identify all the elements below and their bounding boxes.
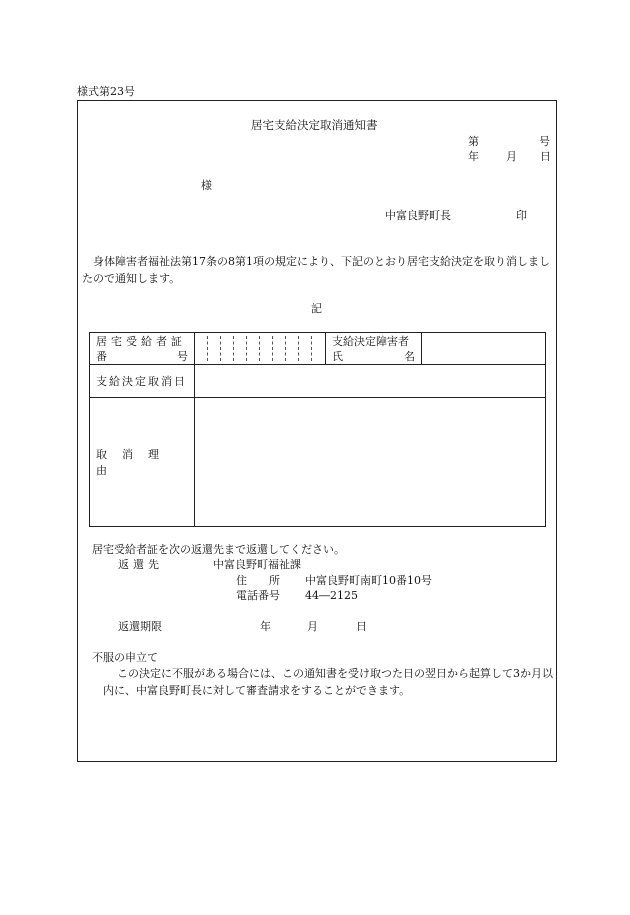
body-text: 身体障害者福祉法第17条の8第1項の規定により、下記のとおり居宅支給決定を取り消しましたので通知します。 xyxy=(82,255,550,285)
cert-number-label xyxy=(90,333,195,365)
return-deadline-label: 返還期限 xyxy=(118,620,162,633)
doc-number-prefix: 第 xyxy=(468,135,479,148)
reason-label: 取消理由 xyxy=(90,398,195,527)
cert-number-line2b: 号 xyxy=(177,349,188,363)
date-day: 日 xyxy=(540,150,551,163)
ki-label: 記 xyxy=(311,302,322,315)
person-line2b: 名 xyxy=(404,349,415,363)
cert-number-line2a: 番 xyxy=(96,349,107,363)
return-notice: 居宅受給者証を次の返還先まで返還してください。 xyxy=(92,543,345,556)
issuer-name: 中富良野町長 xyxy=(385,209,451,222)
person-line2a: 氏 xyxy=(332,349,343,363)
date-year: 年 xyxy=(468,150,479,163)
person-name-value xyxy=(422,333,546,365)
person-name-label xyxy=(326,333,422,365)
appeal-text: この決定に不服がある場合には、この通知書を受け取つた日の翌日から起算して3か月以内に、中富良野町長に対して審査請求をすることができます。 xyxy=(103,667,553,697)
cert-number-value xyxy=(195,333,326,365)
cancel-date-label: 支給決定取消日 xyxy=(90,365,195,398)
return-to-name: 中富良野町福祉課 xyxy=(213,558,301,571)
form-number: 様式第23号 xyxy=(77,85,135,98)
deadline-month: 月 xyxy=(307,620,318,633)
doc-number-suffix: 号 xyxy=(539,135,550,148)
phone-label: 電話番号 xyxy=(236,589,280,602)
document-title: 居宅支給決定取消通知書 xyxy=(251,118,378,132)
person-line1: 支給決定障害者 xyxy=(332,334,409,348)
return-to-label: 返還先 xyxy=(118,558,163,571)
issuer-seal: 印 xyxy=(516,209,527,222)
addressee-suffix: 様 xyxy=(201,179,212,192)
address-value: 中富良野町南町10番10号 xyxy=(305,574,432,587)
address-label: 住 所 xyxy=(236,574,280,587)
info-table xyxy=(89,332,546,527)
deadline-year: 年 xyxy=(260,620,271,633)
cancel-date-value xyxy=(195,365,546,398)
date-month: 月 xyxy=(506,150,517,163)
deadline-day: 日 xyxy=(356,620,367,633)
reason-value xyxy=(195,398,546,527)
appeal-heading: 不服の申立て xyxy=(92,651,158,664)
phone-value: 44―2125 xyxy=(305,589,358,602)
cert-number-line1: 居宅受給者証 xyxy=(96,334,186,348)
